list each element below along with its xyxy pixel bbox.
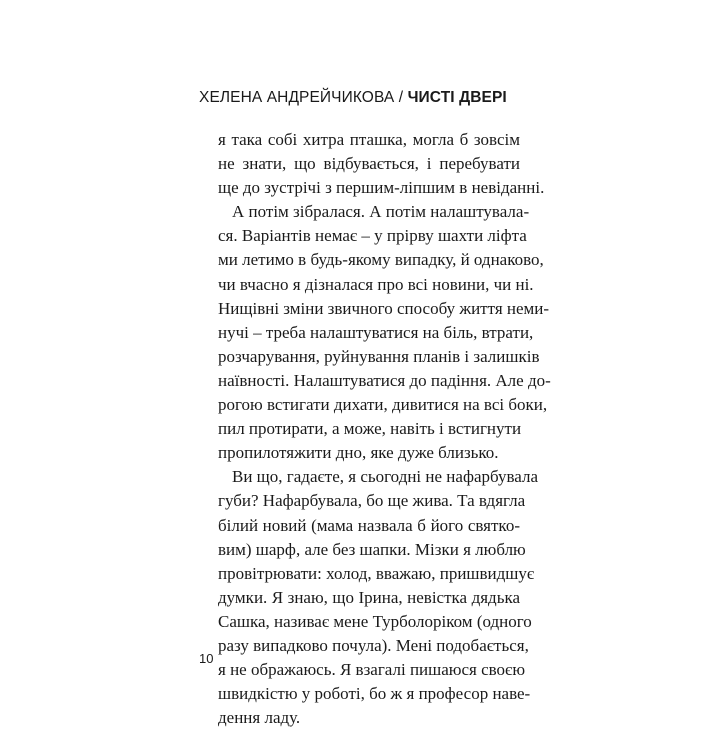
author-name: ХЕЛЕНА АНДРЕЙЧИКОВА [199, 89, 395, 106]
head-separator: / [394, 89, 408, 106]
text-line: дення ладу. [218, 708, 301, 728]
text-line: А потім зібралася. А потім налаштувала- [232, 202, 530, 222]
text-line: вим) шарф, але без шапки. Мізки я люблю [218, 539, 526, 559]
text-line: пил протирати, а може, навіть і встигнути [218, 419, 522, 439]
text-line: не знати, що відбувається, і перебувати [218, 154, 520, 174]
text-line: ся. Варіантів немає – у прірву шахти ліфта [218, 226, 527, 246]
text-line: наївності. Налаштуватися до падіння. Але до- [218, 370, 551, 390]
body-text [218, 128, 551, 730]
text-line: нучі – треба налаштуватися на біль, втрати, [218, 322, 534, 342]
text-line: я така собі хитра пташка, могла б зовсім [218, 130, 520, 149]
text-line: провітрювати: холод, вважаю, пришвидшує [218, 563, 535, 583]
page-number: 10 [199, 651, 214, 666]
text-line: чи вчасно я дізналася про всі новини, чи ні. [218, 274, 534, 294]
text-line: губи? Нафарбувала, бо ще жива. Та вдягла [218, 491, 526, 511]
text-line: розчарування, руйнування планів і залишків [218, 346, 540, 366]
text-line: думки. Я знаю, що Ірина, невістка дядька [218, 587, 520, 607]
text-line: Нищівні зміни звичного способу життя неми- [218, 298, 550, 318]
text-line: Ви що, гадаєте, я сьогодні не нафарбувала [232, 467, 539, 487]
text-line: швидкістю у роботі, бо ж я професор наве- [218, 684, 531, 704]
text-line: пропилотяжити дно, яке дуже близько. [218, 443, 499, 463]
text-line: білий новий (мама назвала б його святко- [218, 515, 520, 535]
text-line: ще до зустрічі з першим-ліпшим в невіданні. [218, 178, 545, 198]
text-line: ми летимо в будь-якому випадку, й однаково, [218, 250, 544, 270]
text-line: разу випадково почула). Мені подобається, [218, 635, 529, 655]
text-line: рогою встигати дихати, дивитися на всі боки, [218, 395, 548, 415]
running-head [199, 89, 507, 107]
text-line: Сашка, називає мене Турболоріком (одного [218, 611, 532, 631]
book-title: ЧИСТІ ДВЕРІ [407, 89, 507, 106]
text-line: я не ображаюсь. Я взагалі пишаюся своєю [218, 660, 526, 680]
